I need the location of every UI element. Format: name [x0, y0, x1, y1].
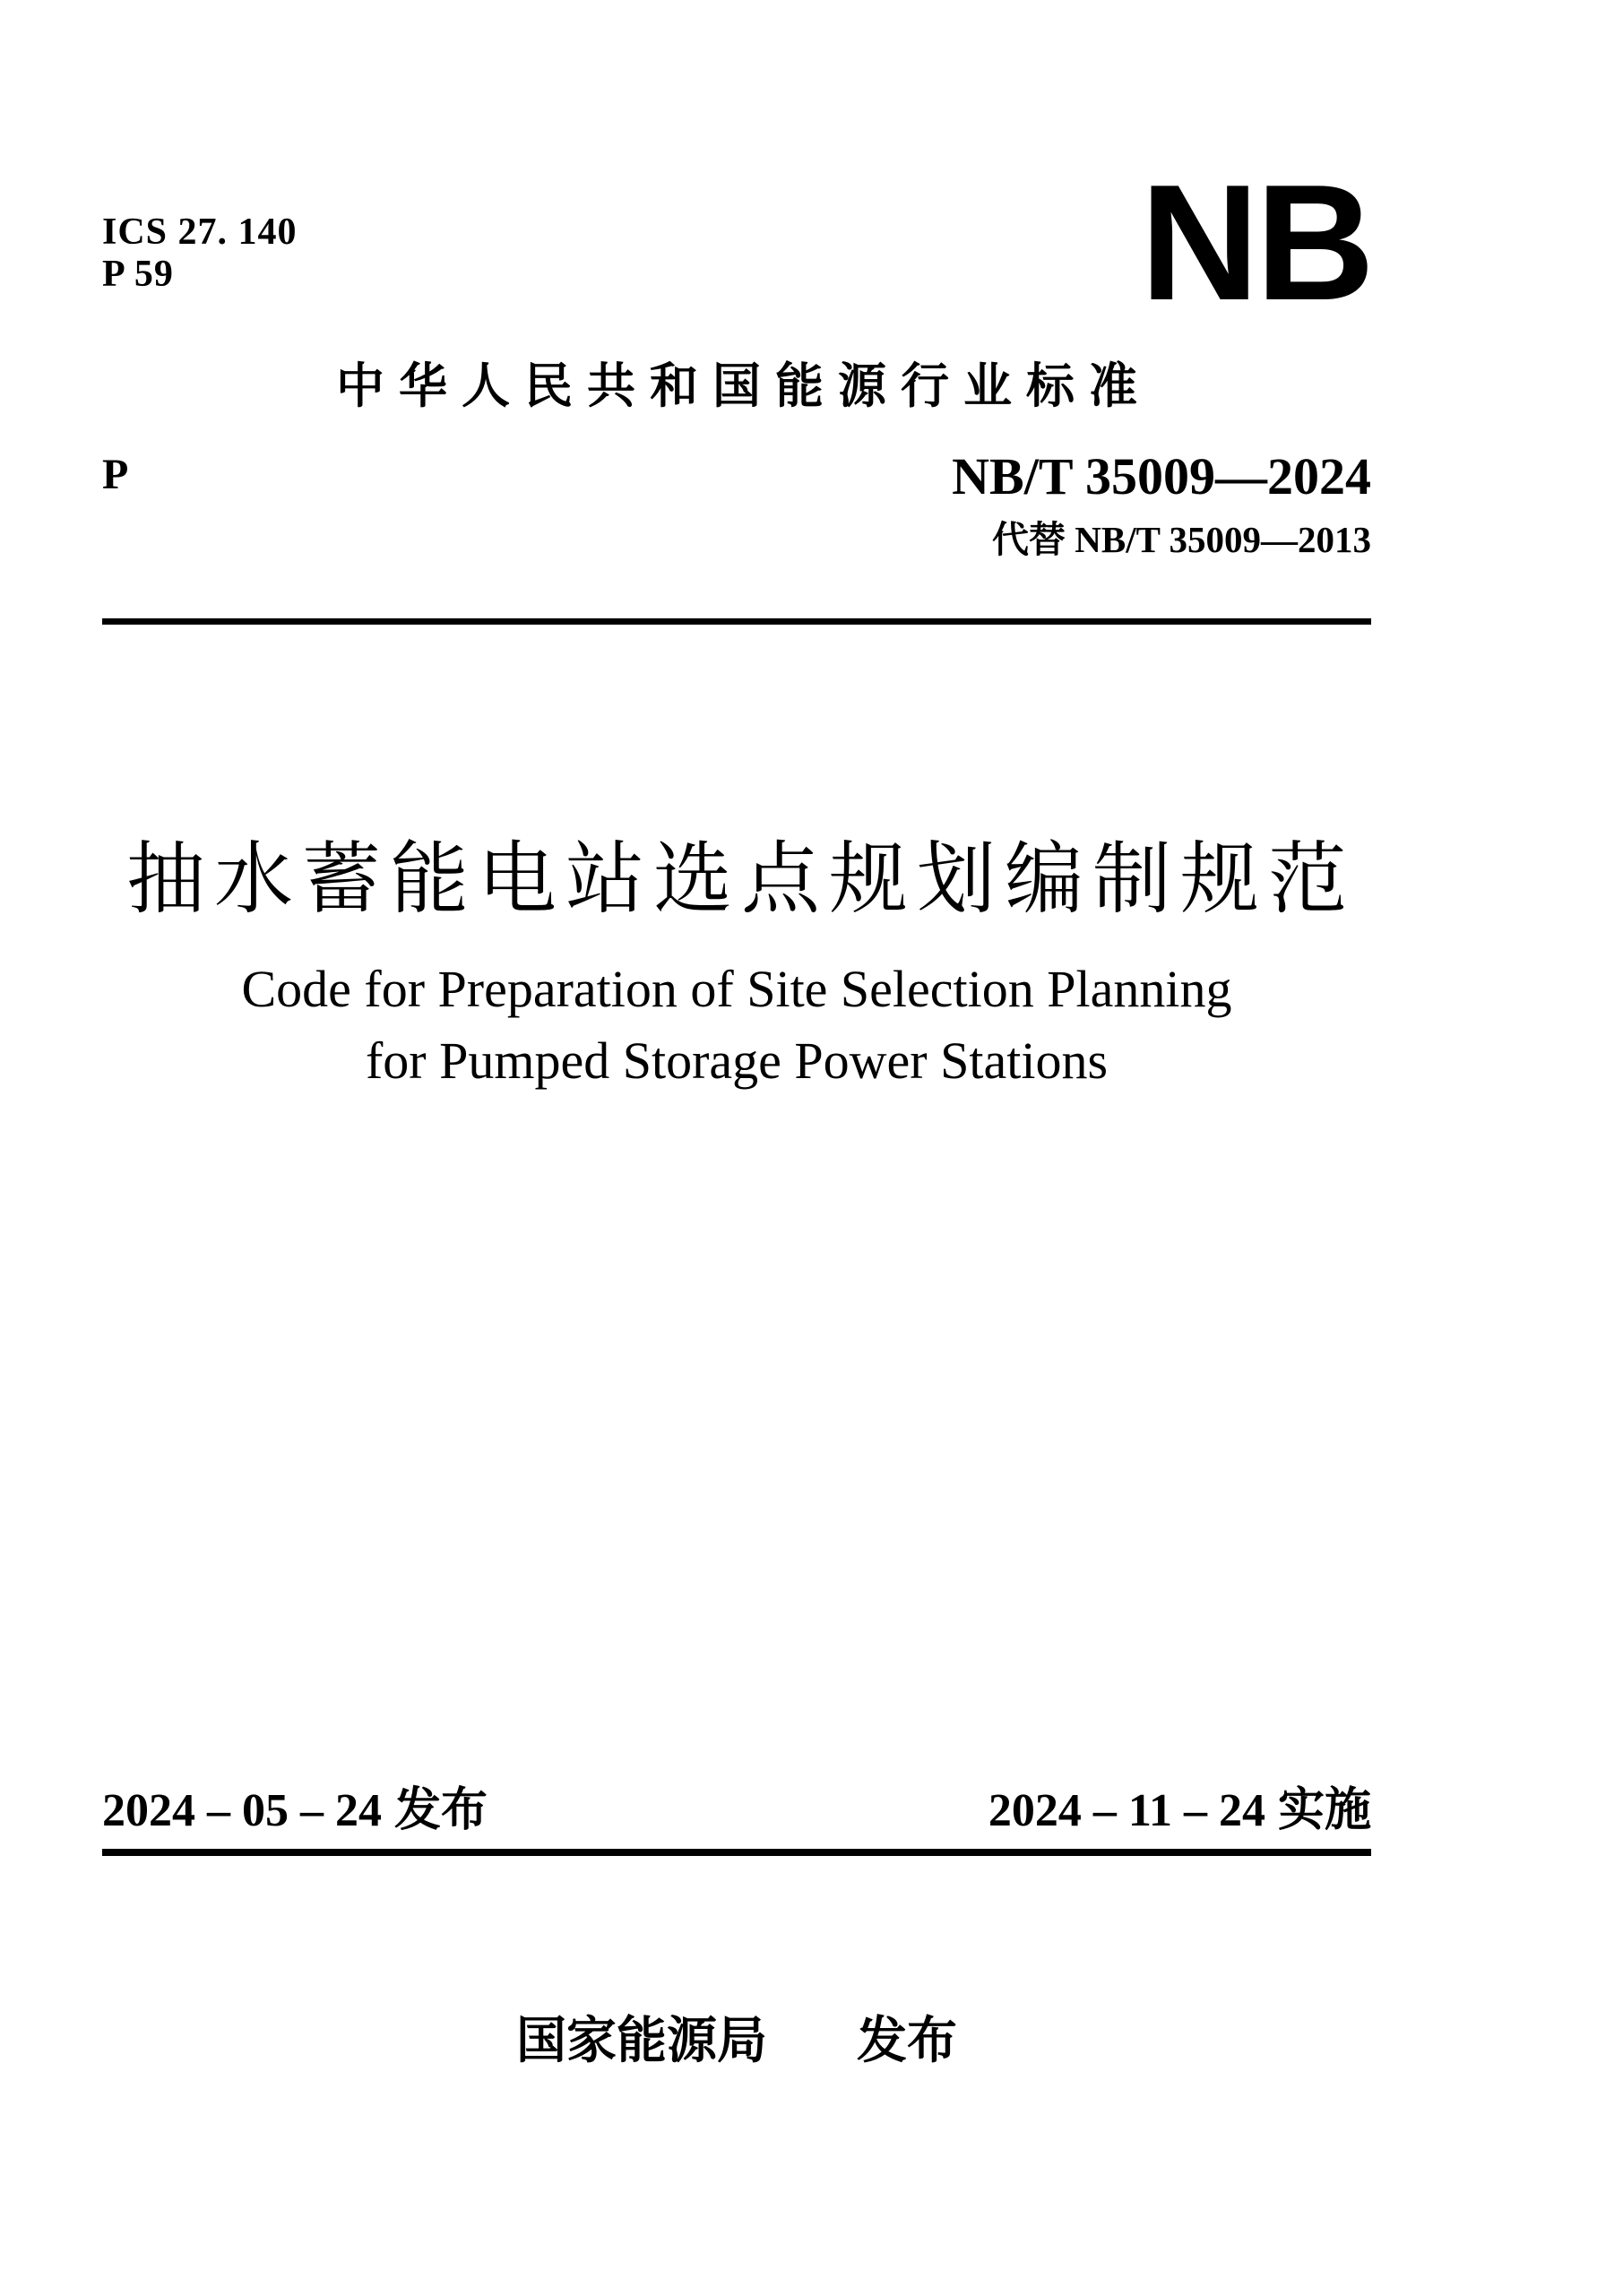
- dates-row: [102, 1785, 1371, 1836]
- ics-block: [102, 211, 298, 296]
- standard-number: NB/T 35009—2024: [952, 447, 1371, 505]
- title-chinese: 抽水蓄能电站选点规划编制规范: [125, 837, 1356, 924]
- ics-code: ICS 27. 140: [102, 211, 298, 253]
- standard-type-title: 中华人民共和国能源行业标准: [336, 359, 1152, 413]
- implementation-date-label: 实施: [1277, 1784, 1371, 1836]
- publish-action-label: 发布: [857, 2012, 957, 2068]
- top-divider-rule: [102, 618, 1371, 625]
- issue-date-group: [102, 1785, 488, 1836]
- title-english: [102, 954, 1371, 1097]
- category-letter: P: [102, 451, 129, 498]
- publisher-name: 国家能源局: [516, 2012, 767, 2068]
- issue-date: 2024 – 05 – 24: [102, 1785, 382, 1836]
- issue-date-label: 发布: [394, 1784, 488, 1836]
- implementation-date: 2024 – 11 – 24: [988, 1785, 1265, 1836]
- standard-number-block: [952, 448, 1371, 560]
- bottom-divider-rule: [102, 1849, 1371, 1856]
- replaced-standard-note: 代替 NB/T 35009—2013: [992, 518, 1371, 560]
- title-english-line2: for Pumped Storage Power Stations: [365, 1031, 1109, 1091]
- implementation-date-group: [988, 1785, 1371, 1836]
- nb-logo: NB: [1140, 150, 1371, 334]
- classification-code: P 59: [102, 254, 174, 296]
- title-english-line1: Code for Preparation of Site Selection Planning: [241, 960, 1232, 1018]
- publisher-row: [102, 2013, 1371, 2068]
